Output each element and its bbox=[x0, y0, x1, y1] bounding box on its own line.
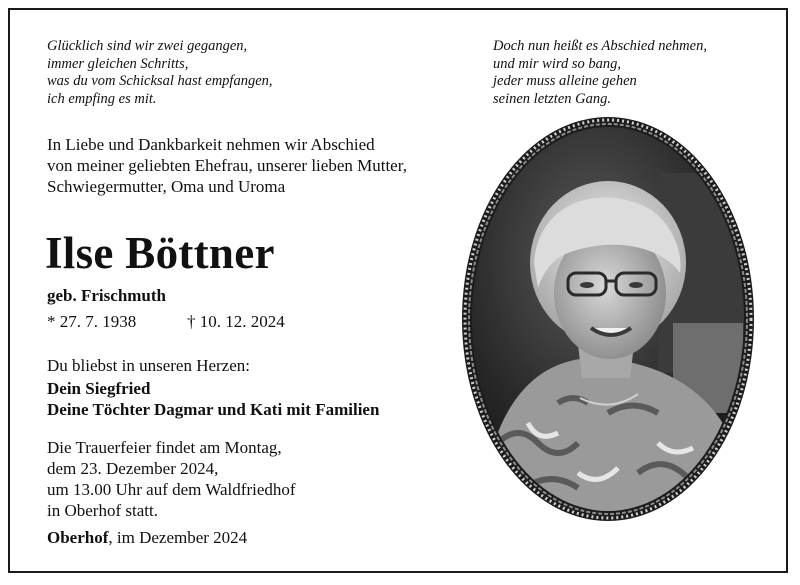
funeral-info bbox=[47, 437, 296, 521]
mourners bbox=[47, 378, 379, 420]
life-dates bbox=[47, 311, 285, 332]
birth-date: * 27. 7. 1938 bbox=[47, 312, 137, 331]
death-date: † 10. 12. 2024 bbox=[187, 312, 285, 331]
poem-right-line: seinen letzten Gang. bbox=[493, 90, 611, 107]
funeral-line: um 13.00 Uhr auf dem Waldfriedhof bbox=[47, 480, 296, 499]
mourner-line: Deine Töchter Dagmar und Kati mit Familien bbox=[47, 400, 380, 419]
poem-left-line: immer gleichen Schritts, bbox=[47, 55, 189, 72]
poem-right-line: und mir wird so bang, bbox=[493, 55, 621, 72]
place-name: Oberhof bbox=[47, 528, 109, 547]
funeral-line: in Oberhof statt. bbox=[47, 501, 158, 520]
funeral-line: dem 23. Dezember 2024, bbox=[47, 459, 219, 478]
deceased-name: Ilse Böttner bbox=[45, 228, 275, 278]
maiden-name: geb. Frischmuth bbox=[47, 286, 166, 305]
poem-right-line: jeder muss alleine gehen bbox=[493, 73, 637, 89]
place-date-suffix: , im Dezember 2024 bbox=[108, 528, 248, 547]
poem-left-line: was du vom Schicksal hast empfangen, bbox=[47, 73, 273, 89]
intro-line: von meiner geliebten Ehefrau, unserer lieben Mutter, bbox=[47, 156, 407, 175]
intro-line: Schwiegermutter, Oma und Uroma bbox=[47, 177, 286, 196]
funeral-line: Die Trauerfeier findet am Montag, bbox=[47, 438, 282, 457]
intro-text bbox=[47, 134, 407, 197]
poem-left bbox=[47, 38, 273, 108]
poem-left-line: Glücklich sind wir zwei gegangen, bbox=[47, 38, 248, 54]
hearts-line: Du bliebst in unseren Herzen: bbox=[47, 356, 250, 375]
poem-right bbox=[493, 38, 707, 108]
portrait-oval-frame bbox=[458, 113, 758, 525]
poem-left-line: ich empfing es mit. bbox=[47, 90, 157, 107]
mourner-line: Dein Siegfried bbox=[47, 379, 151, 398]
poem-right-line: Doch nun heißt es Abschied nehmen, bbox=[493, 38, 707, 54]
intro-line: In Liebe und Dankbarkeit nehmen wir Abschied bbox=[47, 135, 375, 154]
portrait-photo bbox=[458, 113, 758, 525]
place-date bbox=[47, 527, 247, 548]
